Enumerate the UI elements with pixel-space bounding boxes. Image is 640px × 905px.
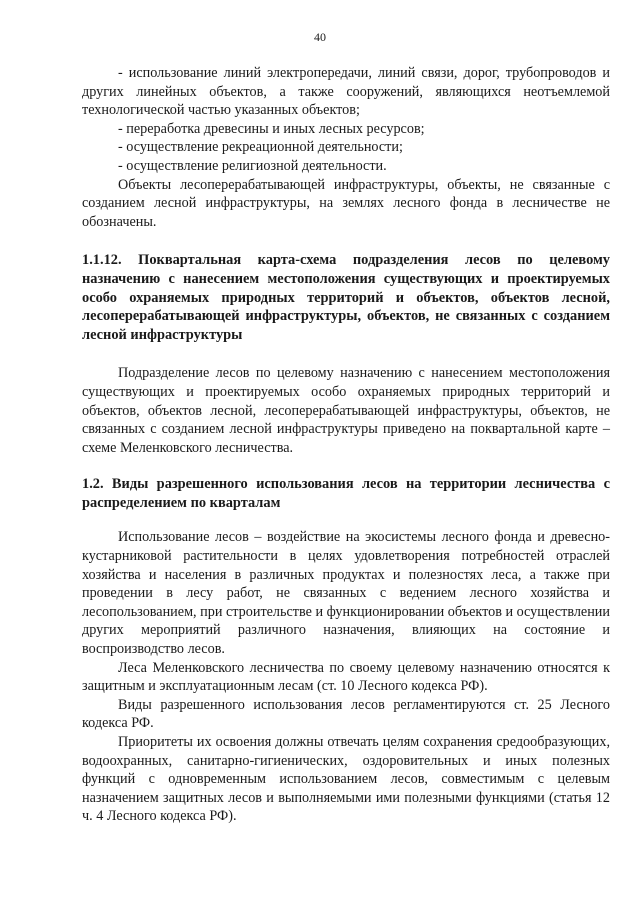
intro-paragraph: Объекты лесоперерабатывающей инфраструктуры, объекты, не связанные с созданием лесной инфраструктуры, на землях лесного фонда в лесничестве не обозначены. [82, 176, 610, 230]
list-item: - переработка древесины и иных лесных ресурсов; [118, 120, 425, 137]
section-2-paragraph: Приоритеты их освоения должны отвечать целям сохранения средообразующих, водоохранных, санитарно-гигиенических, оздоровительных и иных полезных функций с одновременным использованием лесов, совместимым с целевым назначением защитных лесов и выполняемыми ими полезными функциями (статья 12 ч. 4 Лесного кодекса РФ). [82, 734, 610, 825]
section-1-paragraph: Подразделение лесов по целевому назначению с нанесением местоположения существующих и проектируемых особо охраняемых природных территорий и объектов, объектов лесной, лесоперерабатывающей инфраструктуры, объектов, не связанных с созданием лесной инфраструктуры приведено на поквартальной карте – схеме Меленковского лесничества. [82, 365, 610, 456]
page-content [82, 64, 610, 826]
page-number: 40 [314, 30, 326, 44]
list-item: - осуществление рекреационной деятельности; [118, 139, 403, 156]
section-heading-1-1-12: 1.1.12. Поквартальная карта-схема подразделения лесов по целевому назначению с нанесением местоположения существующих и проектируемых особо охраняемых природных территорий и объектов, объектов лесной, лесоперерабатывающей инфраструктуры, объектов, не связанных с созданием лесной инфраструктуры [82, 252, 610, 343]
list-item: - осуществление религиозной деятельности. [118, 157, 387, 174]
section-2-paragraph: Леса Меленковского лесничества по своему целевому назначению относятся к защитным и эксплуатационным лесам (ст. 10 Лесного кодекса РФ). [82, 659, 610, 695]
section-2-paragraph: Виды разрешенного использования лесов регламентируются ст. 25 Лесного кодекса РФ. [82, 696, 610, 732]
section-2-paragraph: Использование лесов – воздействие на экосистемы лесного фонда и древесно-кустарниковой растительности в целях удовлетворения потребностей отраслей хозяйства и населения в различных продуктах и полезностях леса, а также при проведении в лесу работ, не связанных с ведением лесного хозяйства и лесопользованием, при строительстве и функционировании объектов и осуществлении других мероприятий различного назначения, влияющих на состояние и воспроизводство лесов. [82, 529, 610, 658]
section-heading-1-2: 1.2. Виды разрешенного использования лесов на территории лесничества с распределением по кварталам [82, 476, 610, 511]
list-item: - использование линий электропередачи, линий связи, дорог, трубопроводов и других линейных объектов, а также сооружений, являющихся неотъемлемой технологической частью указанных объектов; [82, 65, 610, 119]
